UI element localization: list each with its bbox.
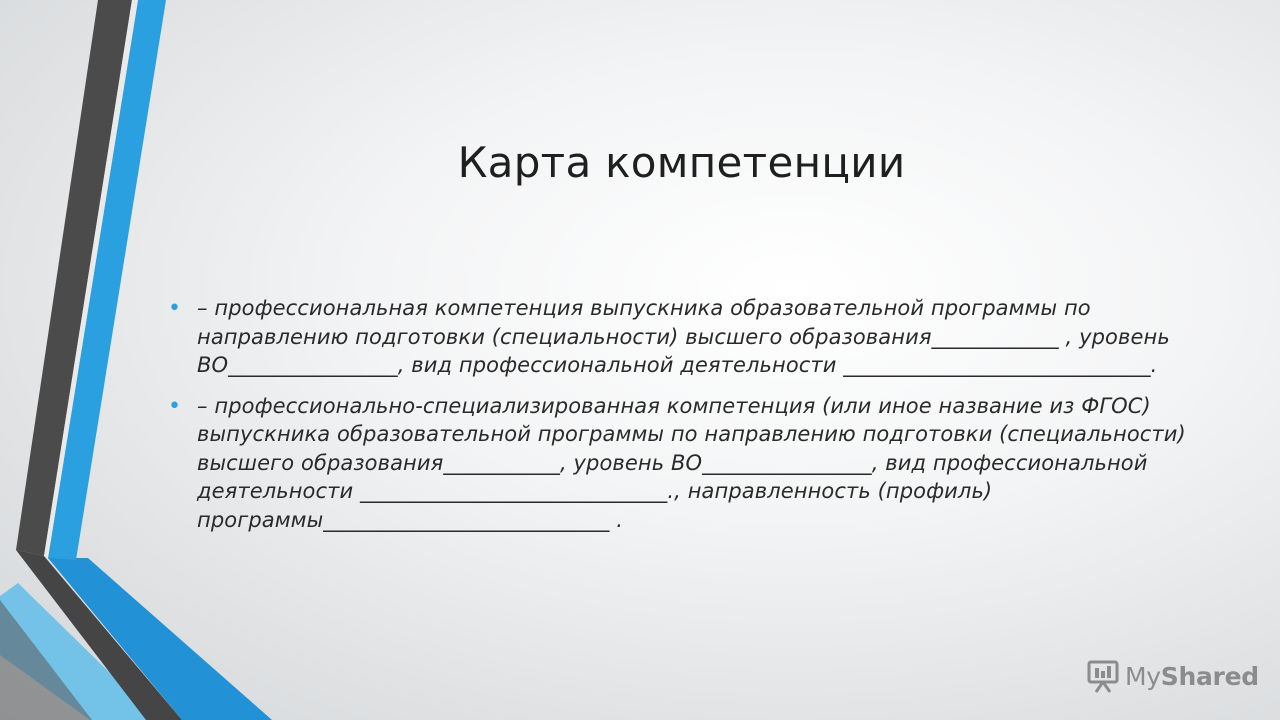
bullet-list	[166, 294, 1206, 546]
watermark-my: My	[1125, 661, 1161, 691]
bullet-item-2	[166, 392, 1206, 535]
slide-title: Карта компетенции	[457, 138, 906, 187]
watermark-shared: Shared	[1160, 661, 1259, 691]
bullet-item-1	[166, 294, 1206, 380]
bullet-text: – профессионально-специализированная компетенция (или иное название из ФГОС) выпускника образовательной программы по направлению подготовки (специальности) высшего образования___________, уровень ВО________________, вид профессиональной деятельности _____________________________., направленность (профиль) программы___________________________ .	[197, 393, 1186, 532]
bullet-dot-icon: •	[168, 393, 181, 419]
watermark-text	[1125, 662, 1259, 691]
presentation-board-icon	[1087, 659, 1119, 693]
myshared-watermark	[1087, 656, 1259, 696]
bullet-dot-icon: •	[168, 296, 181, 321]
bullet-text: – профессиональная компетенция выпускника образовательной программы по направлению подготовки (специальности) высшего образования____________ , уровень ВО________________, вид профессиональной деятельности _____________________________.	[197, 296, 1170, 377]
